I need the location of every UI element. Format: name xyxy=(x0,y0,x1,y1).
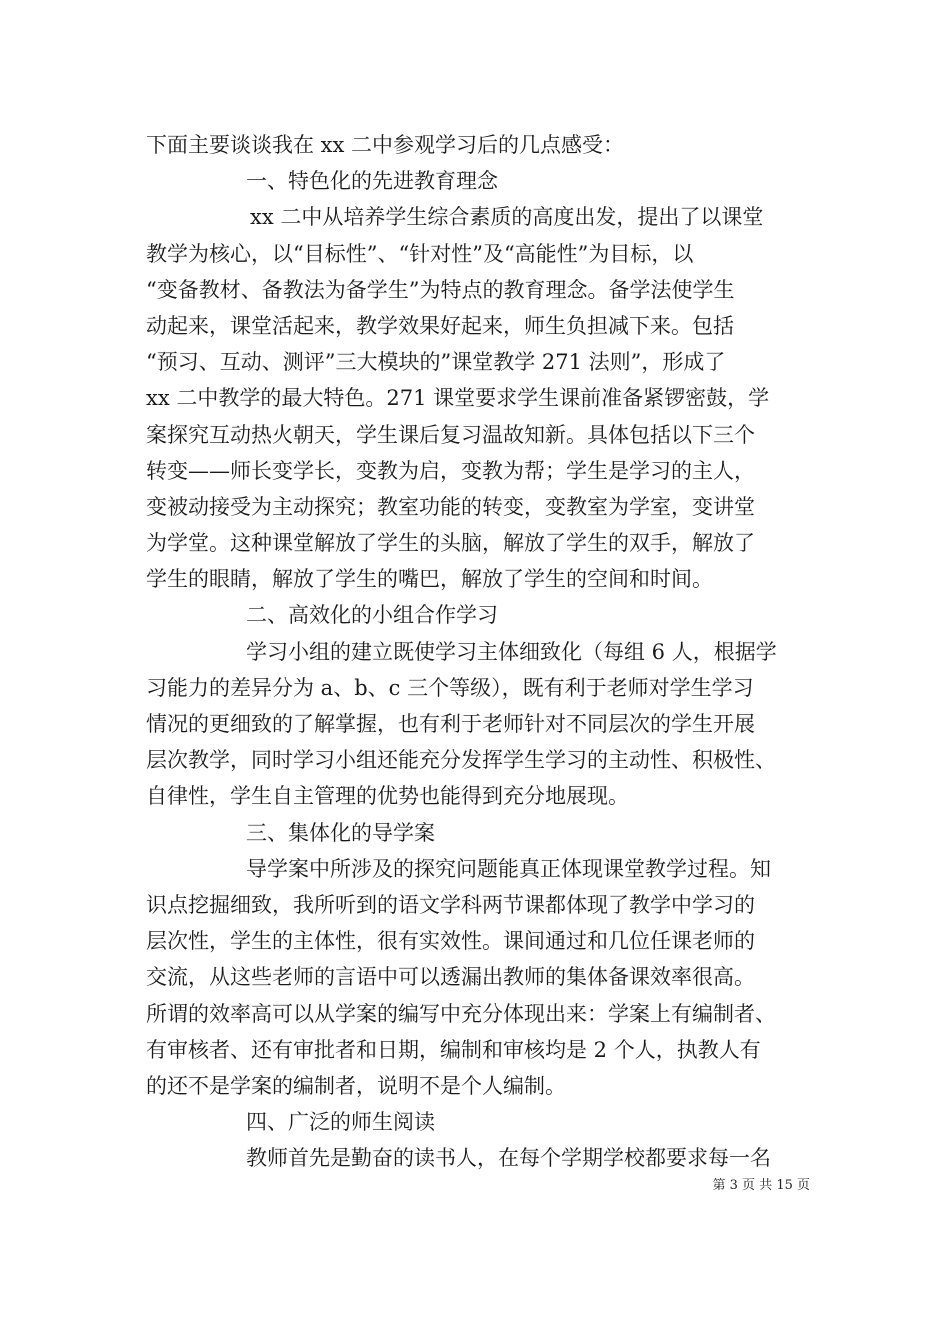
text-line: 案探究互动热火朝天，学生课后复习温故知新。具体包括以下三个 xyxy=(146,422,755,447)
text-line: 动起来，课堂活起来，教学效果好起来，师生负担减下来。包括 xyxy=(146,313,734,338)
section-heading-1: 一、特色化的先进教育理念 xyxy=(246,169,498,194)
text-line: 所谓的效率高可以从学案的编写中充分体现出来：学案上有编制者、 xyxy=(146,1001,776,1026)
text-line: xx 二中教学的最大特色。271 课堂要求学生课前准备紧锣密鼓，学 xyxy=(146,386,770,411)
text-line: 转变——师长变学长，变教为启，变教为帮；学生是学习的主人， xyxy=(146,458,755,483)
section-heading-2: 二、高效化的小组合作学习 xyxy=(246,603,498,628)
section-heading-3: 三、集体化的导学案 xyxy=(246,820,435,845)
text-line: 识点挖掘细致，我所听到的语文学科两节课都体现了教学中学习的 xyxy=(146,892,755,917)
text-line: “预习、互动、测评”三大模块的”课堂教学 271 法则”，形成了 xyxy=(146,350,726,375)
text-line: 为学堂。这种课堂解放了学生的头脑，解放了学生的双手，解放了 xyxy=(146,531,755,556)
text-line: 有审核者、还有审批者和日期，编制和审核均是 2 个人，执教人有 xyxy=(146,1037,761,1062)
text-line: 变被动接受为主动探究；教室功能的转变，变教室为学室，变讲堂 xyxy=(146,494,755,519)
text-line: 层次性，学生的主体性，很有实效性。课间通过和几位任课老师的 xyxy=(146,929,755,954)
text-line: 层次教学，同时学习小组还能充分发挥学生学习的主动性、积极性、 xyxy=(146,748,776,773)
paragraph-start: 教师首先是勤奋的读书人，在每个学期学校都要求每一名 xyxy=(246,1146,771,1171)
document-body xyxy=(146,127,810,1176)
text-line: 的还不是学案的编制者，说明不是个人编制。 xyxy=(146,1073,566,1098)
text-line: 教学为核心，以“目标性”、“针对性”及“高能性”为目标，以 xyxy=(146,241,694,266)
section-heading-4: 四、广泛的师生阅读 xyxy=(246,1110,435,1135)
text-line: 情况的更细致的了解掌握，也有利于老师针对不同层次的学生开展 xyxy=(146,712,755,736)
paragraph-start: xx 二中从培养学生综合素质的高度出发，提出了以课堂 xyxy=(250,205,764,230)
text-line: 学生的眼睛，解放了学生的嘴巴，解放了学生的空间和时间。 xyxy=(146,567,713,592)
text-line: 自律性，学生自主管理的优势也能得到充分地展现。 xyxy=(146,784,629,809)
text-line: 交流，从这些老师的言语中可以透漏出教师的集体备课效率很高。 xyxy=(146,965,755,990)
page-number: 第 3 页 共 15 页 xyxy=(712,1178,810,1193)
paragraph-start: 导学案中所涉及的探究问题能真正体现课堂教学过程。知 xyxy=(246,856,771,881)
text-line: 下面主要谈谈我在 xx 二中参观学习后的几点感受： xyxy=(146,133,625,157)
paragraph-start: 学习小组的建立既使学习主体细致化（每组 6 人，根据学 xyxy=(246,639,777,664)
text-line: 习能力的差异分为 a、b、c 三个等级），既有利于老师对学生学习 xyxy=(146,675,754,700)
text-line: “变备教材、备教法为备学生”为特点的教育理念。备学法使学生 xyxy=(146,277,735,302)
